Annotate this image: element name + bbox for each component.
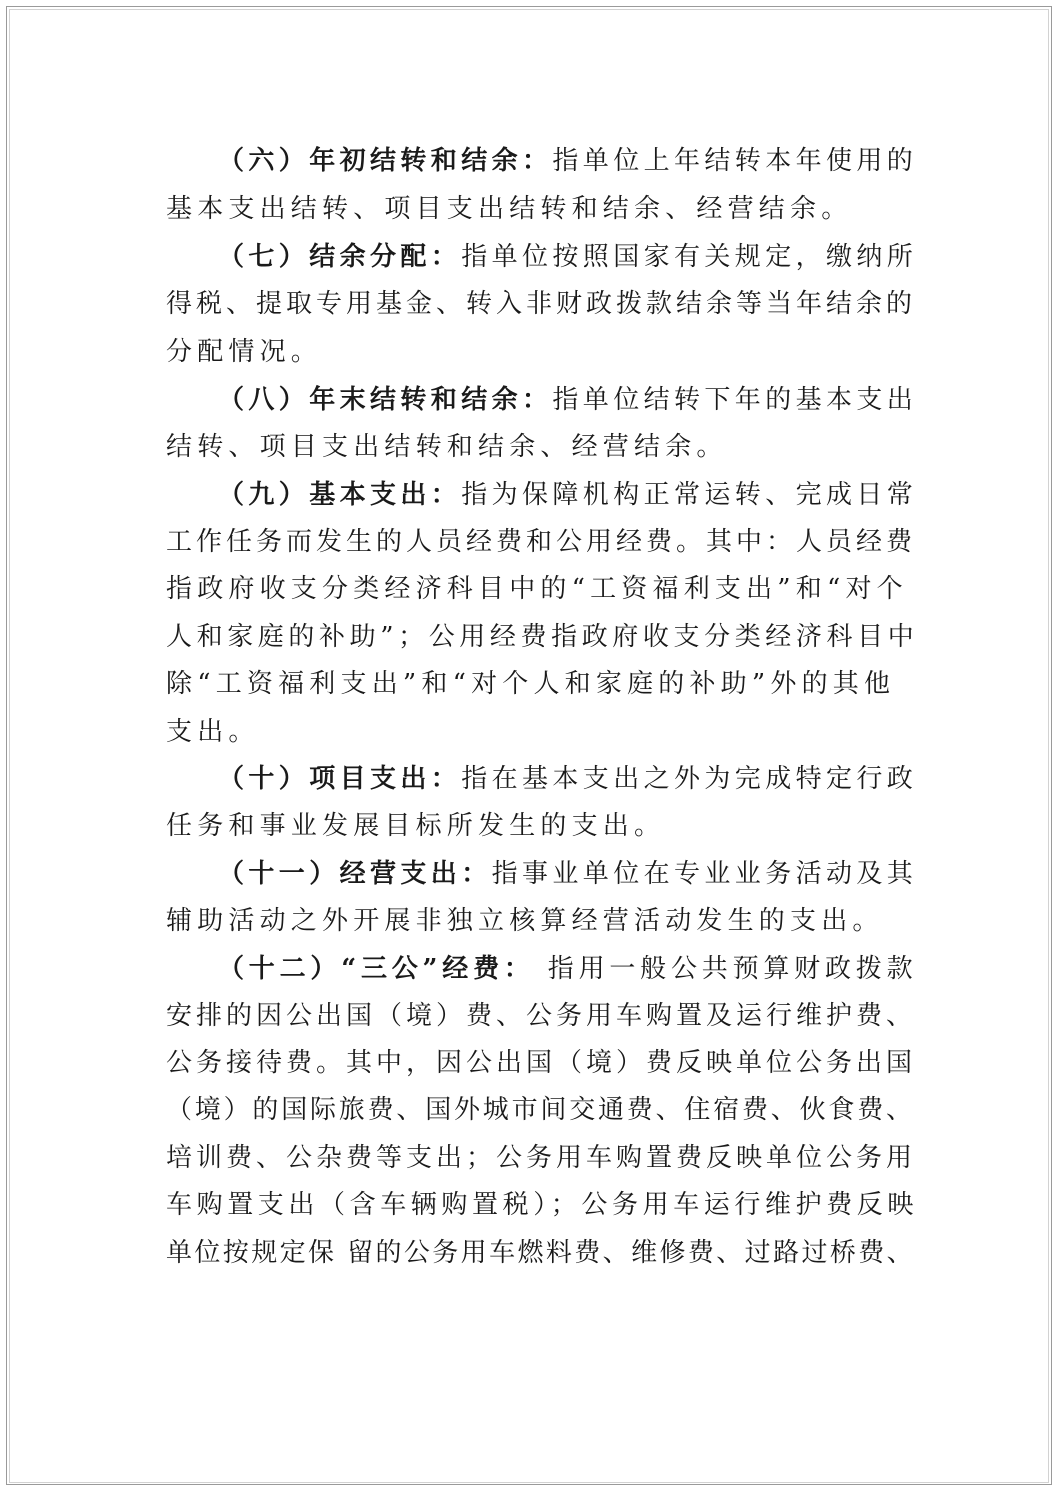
paragraph-line: 公务接待费。其中，因公出国（境）费反映单位公务出国	[166, 1048, 917, 1078]
paragraph-line	[218, 237, 917, 277]
paragraph-line	[218, 854, 917, 894]
paragraph-line: 得税、提取专用基金、转入非财政拨款结余等当年结余的	[166, 289, 917, 319]
paragraph-line: 培训费、公杂费等支出；公务用车购置费反映单位公务用	[166, 1143, 917, 1173]
paragraph-heading: （十一）经营支出：	[218, 859, 492, 889]
paragraph-line: 分配情况。	[166, 337, 323, 367]
paragraph-line: 工作任务而发生的人员经费和公用经费。其中：人员经费	[166, 527, 917, 557]
paragraph-line: 安排的因公出国（境）费、公务用车购置及运行维护费、	[166, 1001, 917, 1031]
paragraph-line: 辅助活动之外开展非独立核算经营活动发生的支出。	[166, 906, 884, 936]
paragraph-heading: （九）基本支出：	[218, 480, 462, 510]
paragraph-line: 车购置支出（含车辆购置税）；公务用车运行维护费反映	[166, 1190, 919, 1220]
paragraph-line: 支出。	[166, 717, 260, 747]
paragraph-line: 任务和事业发展目标所发生的支出。	[166, 811, 666, 841]
paragraph-text: 指在基本支出之外为完成特定行政	[461, 764, 918, 794]
paragraph-heading: （八）年末结转和结余：	[218, 385, 553, 415]
paragraph-line: 人和家庭的补助”；公用经费指政府收支分类经济科目中	[166, 622, 919, 652]
paragraph-heading: （七）结余分配：	[218, 242, 462, 272]
paragraph-text: 指单位按照国家有关规定，缴纳所	[461, 242, 918, 272]
paragraph-heading: （六）年初结转和结余：	[218, 146, 553, 176]
paragraph-line	[218, 141, 917, 181]
paragraph-line	[218, 949, 917, 989]
paragraph-line	[218, 759, 917, 799]
paragraph-heading: （十二）“三公”经费：	[218, 954, 535, 984]
paragraph-text: 指单位上年结转本年使用的	[552, 146, 918, 176]
paragraph-text: 指单位结转下年的基本支出	[552, 385, 918, 415]
paragraph-line: 基本支出结转、项目支出结转和结余、经营结余。	[166, 194, 853, 224]
paragraph-line	[218, 380, 917, 420]
paragraph-line: 除“工资福利支出”和“对个人和家庭的补助”外的其他	[166, 669, 896, 699]
paragraph-line	[218, 475, 917, 515]
paragraph-line: 指政府收支分类经济科目中的“工资福利支出”和“对个	[166, 574, 908, 604]
paragraph-line: 结转、项目支出结转和结余、经营结余。	[166, 432, 728, 462]
paragraph-text: 指用一般公共预算财政拨款	[534, 954, 918, 984]
paragraph-text: 指为保障机构正常运转、完成日常	[461, 480, 918, 510]
paragraph-line: 单位按规定保 留的公务用车燃料费、维修费、过路过桥费、	[166, 1238, 916, 1268]
paragraph-text: 指事业单位在专业业务活动及其	[491, 859, 918, 889]
paragraph-line: （境）的国际旅费、国外城市间交通费、住宿费、伙食费、	[166, 1095, 915, 1125]
paragraph-heading: （十）项目支出：	[218, 764, 462, 794]
